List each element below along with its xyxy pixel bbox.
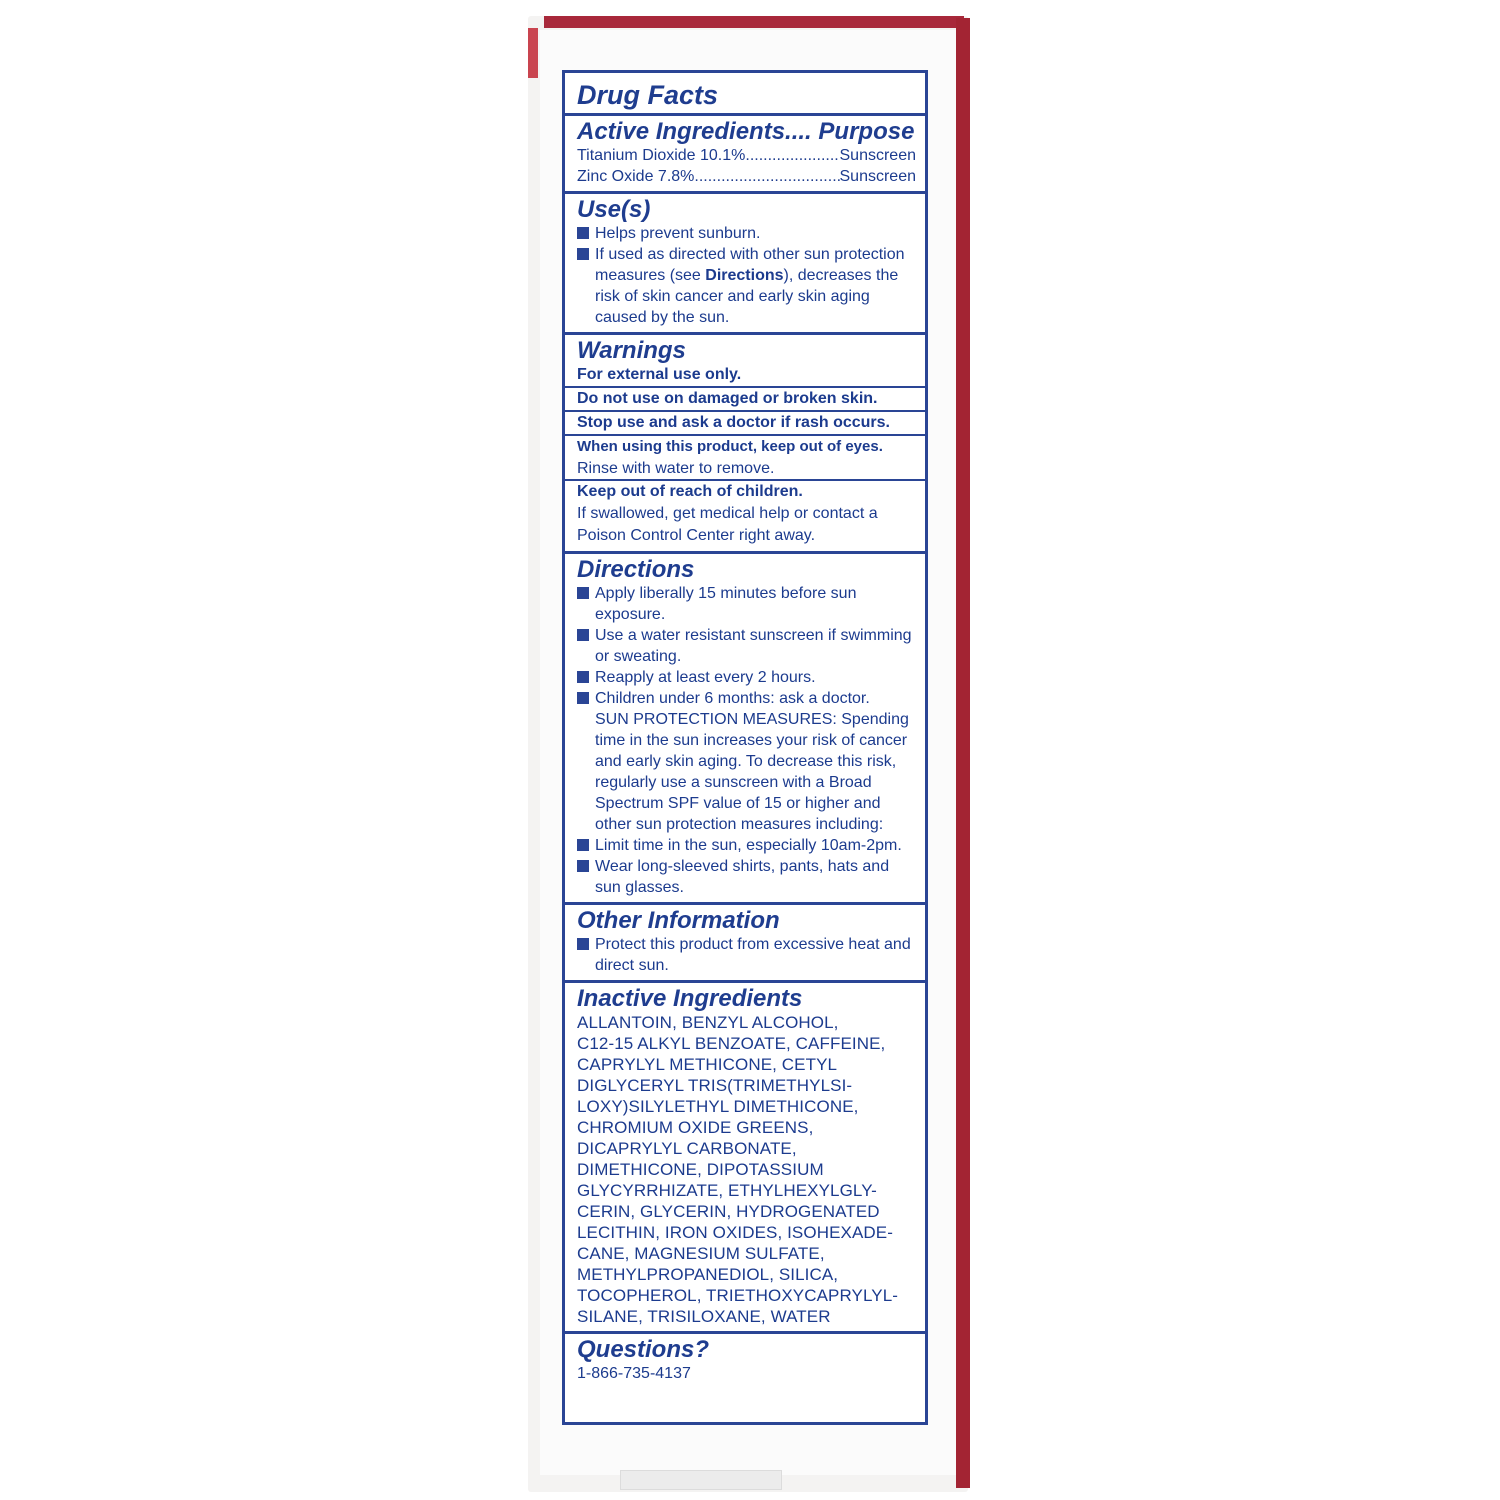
ingredient-name: Titanium Dioxide 10.1% bbox=[577, 147, 746, 164]
uses-heading: Use(s) bbox=[577, 196, 651, 223]
warning-when-using: When using this product, keep out of eyes. bbox=[577, 438, 883, 455]
carton-bottom-tab bbox=[620, 1470, 782, 1490]
inactive-line: SILANE, TRISILOXANE, WATER bbox=[577, 1307, 831, 1326]
other-information-section bbox=[565, 905, 925, 983]
warning-rinse: Rinse with water to remove. bbox=[577, 460, 775, 477]
carton-red-stripe bbox=[956, 18, 970, 1488]
list-item-text: Helps prevent sunburn. bbox=[595, 225, 761, 242]
questions-section bbox=[565, 1334, 925, 1388]
sun-protection-measures: SUN PROTECTION MEASURES: Spending time in the sun increases your risk of cancer and early skin aging. To decrease this risk, regularly use a sunscreen with a Broad Spectrum SPF value of 15 or higher and other sun protection measures including: bbox=[595, 711, 909, 833]
inactive-line: CAPRYLYL METHICONE, CETYL bbox=[577, 1055, 838, 1074]
directions-section bbox=[565, 554, 925, 905]
inactive-line: ALLANTOIN, BENZYL ALCOHOL, bbox=[577, 1013, 839, 1032]
warnings-heading: Warnings bbox=[577, 337, 686, 364]
inactive-line: METHYLPROPANEDIOL, SILICA, bbox=[577, 1265, 839, 1284]
inactive-line: LECITHIN, IRON OXIDES, ISOHEXADE- bbox=[577, 1223, 893, 1242]
inactive-line: CERIN, GLYCERIN, HYDROGENATED bbox=[577, 1202, 880, 1221]
carton-red-flap bbox=[528, 28, 538, 78]
list-item-text: Children under 6 months: ask a doctor. bbox=[595, 690, 870, 707]
list-item-text: Protect this product from excessive heat and direct sun. bbox=[595, 936, 911, 974]
active-ingredients-heading: Active Ingredients.... Purpose bbox=[577, 118, 915, 145]
questions-heading: Questions? bbox=[577, 1336, 710, 1363]
uses-section bbox=[565, 194, 925, 335]
bullet-square-icon bbox=[577, 860, 589, 872]
drug-facts-panel bbox=[562, 70, 928, 1425]
list-item bbox=[577, 244, 916, 328]
inactive-line: TOCOPHEROL, TRIETHOXYCAPRYLYL- bbox=[577, 1286, 899, 1305]
inactive-line: DICAPRYLYL CARBONATE, bbox=[577, 1139, 797, 1158]
list-item-text: Wear long-sleeved shirts, pants, hats and sun glasses. bbox=[595, 858, 890, 896]
ingredient-name: Zinc Oxide 7.8% bbox=[577, 168, 695, 185]
inactive-line: CHROMIUM OXIDE GREENS, bbox=[577, 1118, 814, 1137]
warning-damaged-skin: Do not use on damaged or broken skin. bbox=[577, 390, 878, 407]
warning-external: For external use only. bbox=[577, 366, 742, 383]
warning-stop-use: Stop use and ask a doctor if rash occurs. bbox=[577, 414, 890, 431]
inactive-ingredients-list bbox=[577, 1012, 916, 1327]
directions-reference: Directions bbox=[705, 267, 784, 284]
bullet-square-icon bbox=[577, 839, 589, 851]
inactive-ingredients-heading: Inactive Ingredients bbox=[577, 985, 803, 1012]
active-ingredients-section bbox=[565, 116, 925, 194]
list-item bbox=[577, 583, 916, 625]
questions-phone: 1-866-735-4137 bbox=[577, 1365, 691, 1382]
inactive-line: LOXY)SILYLETHYL DIMETHICONE, bbox=[577, 1097, 859, 1116]
warnings-section bbox=[565, 335, 925, 554]
directions-heading: Directions bbox=[577, 556, 695, 583]
inactive-line: DIMETHICONE, DIPOTASSIUM bbox=[577, 1160, 824, 1179]
active-ingredient-row bbox=[577, 145, 916, 166]
drug-facts-title-section bbox=[565, 73, 925, 116]
uses-text-a: If used as directed with other sun protection measures (see bbox=[595, 246, 905, 284]
uses-text-b: ), decreases the risk of skin cancer and early skin aging caused by the sun. bbox=[595, 267, 899, 326]
bullet-square-icon bbox=[577, 938, 589, 950]
other-information-heading: Other Information bbox=[577, 907, 780, 934]
bullet-square-icon bbox=[577, 248, 589, 260]
list-item bbox=[577, 688, 916, 709]
bullet-square-icon bbox=[577, 671, 589, 683]
list-item bbox=[577, 934, 916, 976]
inactive-line: DIGLYCERYL TRIS(TRIMETHYLSI- bbox=[577, 1076, 853, 1095]
list-item bbox=[577, 667, 916, 688]
list-item-text: Use a water resistant sunscreen if swimming or sweating. bbox=[595, 627, 912, 665]
list-item bbox=[577, 856, 916, 898]
carton-red-top-edge bbox=[544, 16, 964, 28]
bullet-square-icon bbox=[577, 227, 589, 239]
inactive-line: GLYCYRRHIZATE, ETHYLHEXYLGLY- bbox=[577, 1181, 877, 1200]
drug-facts-title: Drug Facts bbox=[577, 80, 719, 110]
inactive-line: CANE, MAGNESIUM SULFATE, bbox=[577, 1244, 825, 1263]
list-item-text: Limit time in the sun, especially 10am-2pm. bbox=[595, 837, 902, 854]
bullet-square-icon bbox=[577, 629, 589, 641]
active-ingredient-row bbox=[577, 166, 916, 187]
list-item bbox=[577, 625, 916, 667]
ingredient-purpose: Sunscreen bbox=[839, 168, 916, 185]
inactive-ingredients-section bbox=[565, 983, 925, 1334]
list-item bbox=[577, 223, 916, 244]
list-item bbox=[577, 835, 916, 856]
warning-keep-out: Keep out of reach of children. bbox=[577, 483, 803, 500]
list-item-text: Reapply at least every 2 hours. bbox=[595, 669, 816, 686]
bullet-square-icon bbox=[577, 692, 589, 704]
list-item-text: Apply liberally 15 minutes before sun exposure. bbox=[595, 585, 857, 623]
list-item-text bbox=[595, 244, 916, 328]
bullet-square-icon bbox=[577, 587, 589, 599]
leader-dots bbox=[694, 166, 839, 187]
inactive-line: C12-15 ALKYL BENZOATE, CAFFEINE, bbox=[577, 1034, 886, 1053]
ingredient-purpose: Sunscreen bbox=[839, 147, 916, 164]
leader-dots bbox=[745, 145, 839, 166]
warning-swallowed: If swallowed, get medical help or contact a Poison Control Center right away. bbox=[577, 505, 878, 544]
